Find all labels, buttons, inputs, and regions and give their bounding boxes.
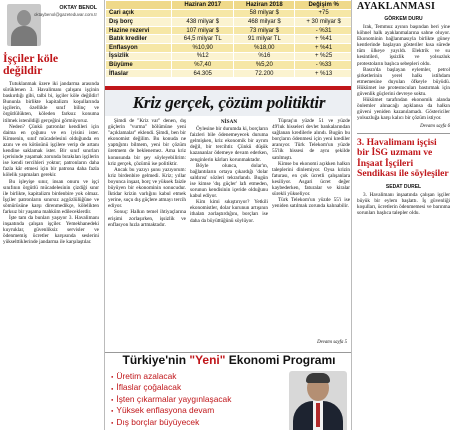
- continued-note: Devamı sayfa 6: [420, 123, 450, 129]
- left-column: [0, 0, 102, 430]
- table-header-row: [106, 1, 353, 10]
- paragraph: Ancak bu yazıyı şunu yazıyorum: kriz birdenbire gelmedi. Kriz; yıllar boyunca inşaat, borç ve yüksek faizle büyüyen bir ekonominin sonucudur. İktidar krizin varlığını kabul etmek yerine, suçu dış güçlere atmayı tercih ediyor.: [108, 166, 186, 210]
- paragraph: Tüpraş'ın yüzde 51 ve yüzde 49'luk hisseleri devlet bankalarından sağlanan kredilerle alındı. Bugün bu borçların ödenmesi için yeni krediler aranıyor. Türk Telekom'un yüzde 55'lik hissesi de aynı şekilde satılmıştı.: [272, 118, 350, 161]
- article-column-3: [272, 118, 350, 350]
- table-row: Cari açık 58 milyar $ +75: [106, 9, 353, 18]
- paragraph: Sonuç: Halkın temel ihtiyaçlarına erişimi zorlaşırken, işsizlik ve enflasyon hızla artmaktadır.: [108, 209, 186, 228]
- author-box: [3, 2, 99, 48]
- paragraph: Bu işleyişe sınır, insan onuru ve işçi sınıfının örgütlü mücadelesinin çizdiği sınır ile birlikte, kapitalizm birdenbire yok olmaz. İşçiler patronların sınırsız açgözlülüğüne ve sömürüsüne karşı direnmedikçe, kölelikten farksız bir yaşama mahkûm edileceklerdir.: [3, 178, 99, 215]
- paragraph: Öylesine bir durumda ki, borçların faizleri bile ödenemeyecek duruma gelmişken, kriz ekonomik bir ayrım değil, bir tercihtir. Çünkü düşük kazananlar ödemeye devam ederken, zenginlerin kârları korunmaktadır.: [190, 126, 268, 163]
- economy-program-title: Türkiye'nin "Yeni" Ekonomi Programı: [122, 353, 336, 367]
- paragraph: Basra'da başlayan eylemler, petrol şirketlerinin yerel halkı istihdam etmemesine duyulan öfkeyle büyüdü. Hükümet ise protestocuları bastırmak için güvenlik güçlerini devreye soktu.: [357, 66, 450, 98]
- paragraph: Kimse bu ekonomi açıkken halkın taleplerini dinlemiyor. Oysa krizin faturası, en çok ücretli çalışanlara kesiliyor. Asgari ücret değer kaybederken, faturalar ve kiralar sürekli yükseliyor.: [272, 160, 350, 198]
- right-column: [354, 0, 453, 430]
- paragraph: Türk Telekom'un yüzde 55'i ise yeniden satılmak zorunda kalınabilir.: [272, 197, 350, 210]
- left-article-body: [3, 81, 99, 246]
- right-author-name-2: SEDAT DUREL: [385, 183, 422, 190]
- right-author-name: GÖRKEM DURU: [384, 16, 423, 22]
- right-second-headline: 3. Havalimanı işçisi bir İSG uzmanı ve İnşaat İşçileri Sendikası ile söyleşiler: [357, 136, 449, 180]
- divider: [357, 133, 450, 134]
- right-second-body: [357, 192, 450, 216]
- article-column-1: [108, 118, 186, 350]
- column-header: Değişim %: [295, 1, 352, 10]
- section-subheading: NİSAN: [220, 119, 238, 125]
- economy-bullet-list: [111, 371, 231, 428]
- list-item: ● Dış borçlar büyüyecek: [111, 417, 231, 428]
- table-row: Batık krediler 64,5 milyar TL 91 milyar TL + %41: [106, 35, 353, 44]
- paragraph: Neden? Çünkü patronlar kendileri için daima en çoğunu ve en iyisini ister. Kimsenin, sınıf mücadelesini olduğunda en azını ve en kötüsünü işçilere verip de artanı kendine saklamak ister. Bir sınıf sınırları içerisinde yaşamak zorunda bırakılan işçilerin ise kendi tercihleri yoktur; patronların daha fazla kâr etmesi için bir patrona daha fazla kölelik yapmaları gerekir.: [3, 123, 99, 179]
- paragraph: 3. Havalimanı inşaatında çalışan işçiler büyük bir eylem başlattı. İş güvenliği koşulları, ücretlerin ödenmemesi ve barınma sorunları başlıca talepler oldu.: [357, 191, 450, 217]
- list-item: ● İşten çıkarmalar yaygınlaşacak: [111, 394, 231, 405]
- table-row: Hazine rezervi 107 milyar $ 73 milyar $ - %31: [106, 26, 353, 35]
- column-header: Haziran 2017: [172, 1, 234, 10]
- paragraph: Kim kimi sıkıştırıyor? Yetkili ekonomistler, dolar kurunun artışının ithalatı zorlaştırdığını, borçları ise daha da büyüttüğünü söylüyor.: [190, 199, 268, 224]
- table-row: Büyüme %7,40 %5,20 - %33: [106, 61, 353, 70]
- author-email: oktaybenol@gazeteduvar.com.tr: [33, 12, 97, 17]
- paragraph: Irak, Temmuz ayının başından beri yine köhnel halk ayaklanmalarına sahne oluyor. Ekonominin bağlanmasıyla birlikte güney kentlerinde başlayan gösteriler kısa sürede tüm ülkeye yayıldı. Elektrik ve su kesintileri, işsizlik ve yolsuzluk protestoların başlıca sebepleri oldu.: [357, 24, 450, 67]
- author-avatar: [7, 4, 41, 46]
- paragraph: Böyle olunca, dolar'ın, bağlantıların ortaya çıkardığı 'dolar saldırısı' sözleri tekrarlandı. Bugün ise kimse 'dış güçler' lafı etmeden, sorunun kendisinin içeride olduğunu kabul ediyor.: [190, 162, 268, 200]
- table-row: Dış borç 438 milyar $ 468 milyar $ + 30 milyar $: [106, 18, 353, 27]
- column-header: Haziran 2018: [234, 1, 295, 10]
- right-article-body: [357, 24, 450, 122]
- paragraph: Şimdi de "Kriz var" denen, dış güçlerin "vurma" bölümüne yeni "açıklamalar" eklendi. Şimdi, ben bir ekonomist değilim. Bu konuda ne yaptığımı bilmem, yeni bir çözüm üretmem de beklenemez. Ama kriz konusunda bir şey söyleyebilirim: kriz gerçek, çözümü ise politiktir.: [108, 118, 186, 167]
- paragraph: Hükümet tarafından ekonomik alanda önlemler alınacağı açıklansa da halkın güveni yeniden kazanılamadı. Göstericiler yolsuzluğa karşı kalıcı bir çözüm istiyor.: [357, 97, 450, 122]
- list-item: ● Yüksek enflasyona devam: [111, 405, 231, 416]
- continued-note: Devamı sayfa 5: [317, 340, 347, 345]
- right-article-title: AYAKLANMASI: [357, 1, 436, 12]
- author-name: OKTAY BENOL: [59, 5, 97, 11]
- main-headline: Kriz gerçek, çözüm politiktir: [105, 89, 352, 116]
- middle-column: [104, 0, 352, 430]
- left-article-title: İşçiler köle değildir: [3, 51, 59, 77]
- table-row: İflaslar 64.305 72.200 + %13: [106, 69, 353, 78]
- economy-program-box: [105, 352, 352, 430]
- paragraph: Tutuklanmak üzere iki jandarma arasında sürüklenen 3. Havalimanı çalışanı işçinin baskırdığı gibi, talbi bi, işçiler köle değildir! Bununla birlikte kapitalizm koşullarında işçilerin, özellikle sınıf bilinç ve örgütlülükten, köleden farksız konuma itilmek istenildiği gerçeğini görmüyoruz.: [3, 81, 99, 124]
- paragraph: İşte tam da bunları yaşıyor 3. Havalimanı inşaatında çalışan işçiler. Yemekhanedeki kuyruklar, güvenliksiz servisler ve ödenmemiş ücretler karşısında seslerini yükselttiklerinde jandarma ile karşılaştılar.: [3, 215, 99, 246]
- article-column-2: [190, 118, 268, 350]
- table-row: Enflasyon %10,90 %18,00 + %41: [106, 43, 353, 52]
- table-row: İşsizlik %12 %16 + %25: [106, 52, 353, 61]
- minister-portrait: [289, 371, 347, 430]
- list-item: ● İflaslar çoğalacak: [111, 382, 231, 393]
- economy-stats-table: [105, 0, 352, 78]
- list-item: ● Üretim azalacak: [111, 371, 231, 382]
